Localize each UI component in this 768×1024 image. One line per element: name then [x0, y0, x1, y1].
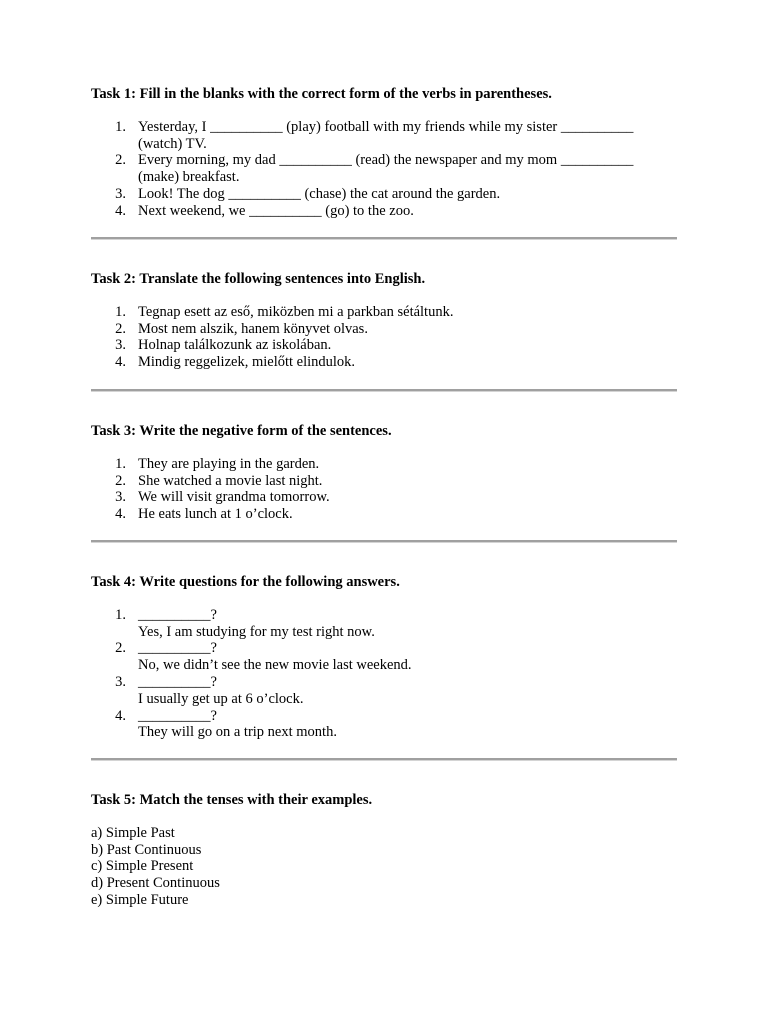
question-blank: __________? [138, 606, 217, 623]
item-number: 1. [115, 303, 126, 320]
item-number: 1. [115, 118, 126, 135]
item-text: She watched a movie last night. [138, 472, 323, 489]
task-5-title: Task 5: Match the tenses with their examples. [91, 792, 373, 808]
task-3-list [91, 456, 677, 523]
list-item [91, 489, 677, 506]
answer-text: No, we didn’t see the new movie last weekend. [138, 657, 412, 674]
section-divider [91, 237, 677, 240]
item-number: 2. [115, 152, 126, 169]
item-number: 4. [115, 506, 126, 523]
answer-text: I usually get up at 6 o’clock. [138, 690, 304, 707]
list-item [91, 456, 677, 473]
list-item [91, 708, 677, 742]
item-text: We will visit grandma tomorrow. [138, 489, 330, 506]
task-4-list [91, 607, 677, 741]
tense-option: b) Past Continuous [91, 841, 202, 858]
list-item [91, 119, 677, 153]
answer-text: They will go on a trip next month. [138, 724, 337, 741]
item-number: 4. [115, 202, 126, 219]
task-5-section [91, 792, 677, 909]
question-blank: __________? [138, 640, 217, 657]
tense-option: a) Simple Past [91, 824, 175, 841]
tense-option: c) Simple Present [91, 858, 194, 875]
item-text: Tegnap esett az eső, miközben mi a parkban sétáltunk. [138, 303, 454, 320]
task-1-title: Task 1: Fill in the blanks with the correct form of the verbs in parentheses. [91, 86, 552, 102]
task-2-section [91, 271, 677, 371]
list-item [91, 506, 677, 523]
task-1-list [91, 119, 677, 220]
item-number: 2. [115, 640, 126, 657]
item-text: Look! The dog __________ (chase) the cat around the garden. [138, 185, 501, 202]
list-item [91, 186, 677, 203]
task-3-title: Task 3: Write the negative form of the sentences. [91, 423, 392, 439]
list-item [91, 640, 677, 674]
item-number: 4. [115, 707, 126, 724]
tense-options-list [91, 825, 677, 909]
item-text: Holnap találkozunk az iskolában. [138, 337, 332, 354]
task-4-title: Task 4: Write questions for the following answers. [91, 574, 400, 590]
item-text: Every morning, my dad __________ (read) the newspaper and my mom __________ (make) breakfast. [138, 152, 634, 186]
question-blank: __________? [138, 707, 217, 724]
task-4-section [91, 574, 677, 741]
task-3-section [91, 423, 677, 523]
question-blank: __________? [138, 673, 217, 690]
section-divider [91, 389, 677, 392]
list-item [91, 607, 677, 641]
item-number: 1. [115, 606, 126, 623]
item-number: 3. [115, 185, 126, 202]
item-number: 3. [115, 489, 126, 506]
item-number: 3. [115, 337, 126, 354]
item-text: Yesterday, I __________ (play) football with my friends while my sister __________ (watch) TV. [138, 118, 634, 152]
list-item [91, 473, 677, 490]
item-number: 4. [115, 354, 126, 371]
item-number: 1. [115, 455, 126, 472]
task-2-title: Task 2: Translate the following sentences into English. [91, 271, 426, 287]
section-divider [91, 758, 677, 761]
item-text: They are playing in the garden. [138, 455, 320, 472]
answer-text: Yes, I am studying for my test right now. [138, 623, 375, 640]
tense-option: e) Simple Future [91, 891, 189, 908]
task-2-list [91, 304, 677, 371]
list-item [91, 152, 677, 186]
tense-option: d) Present Continuous [91, 875, 220, 892]
list-item [91, 321, 677, 338]
section-divider [91, 540, 677, 543]
item-text: Most nem alszik, hanem könyvet olvas. [138, 320, 368, 337]
list-item [91, 354, 677, 371]
task-1-section [91, 86, 677, 220]
list-item [91, 203, 677, 220]
item-number: 2. [115, 320, 126, 337]
item-number: 2. [115, 472, 126, 489]
item-text: He eats lunch at 1 o’clock. [138, 506, 293, 523]
list-item [91, 304, 677, 321]
list-item [91, 337, 677, 354]
item-text: Mindig reggelizek, mielőtt elindulok. [138, 354, 356, 371]
list-item [91, 674, 677, 708]
item-number: 3. [115, 673, 126, 690]
item-text: Next weekend, we __________ (go) to the zoo. [138, 202, 414, 219]
